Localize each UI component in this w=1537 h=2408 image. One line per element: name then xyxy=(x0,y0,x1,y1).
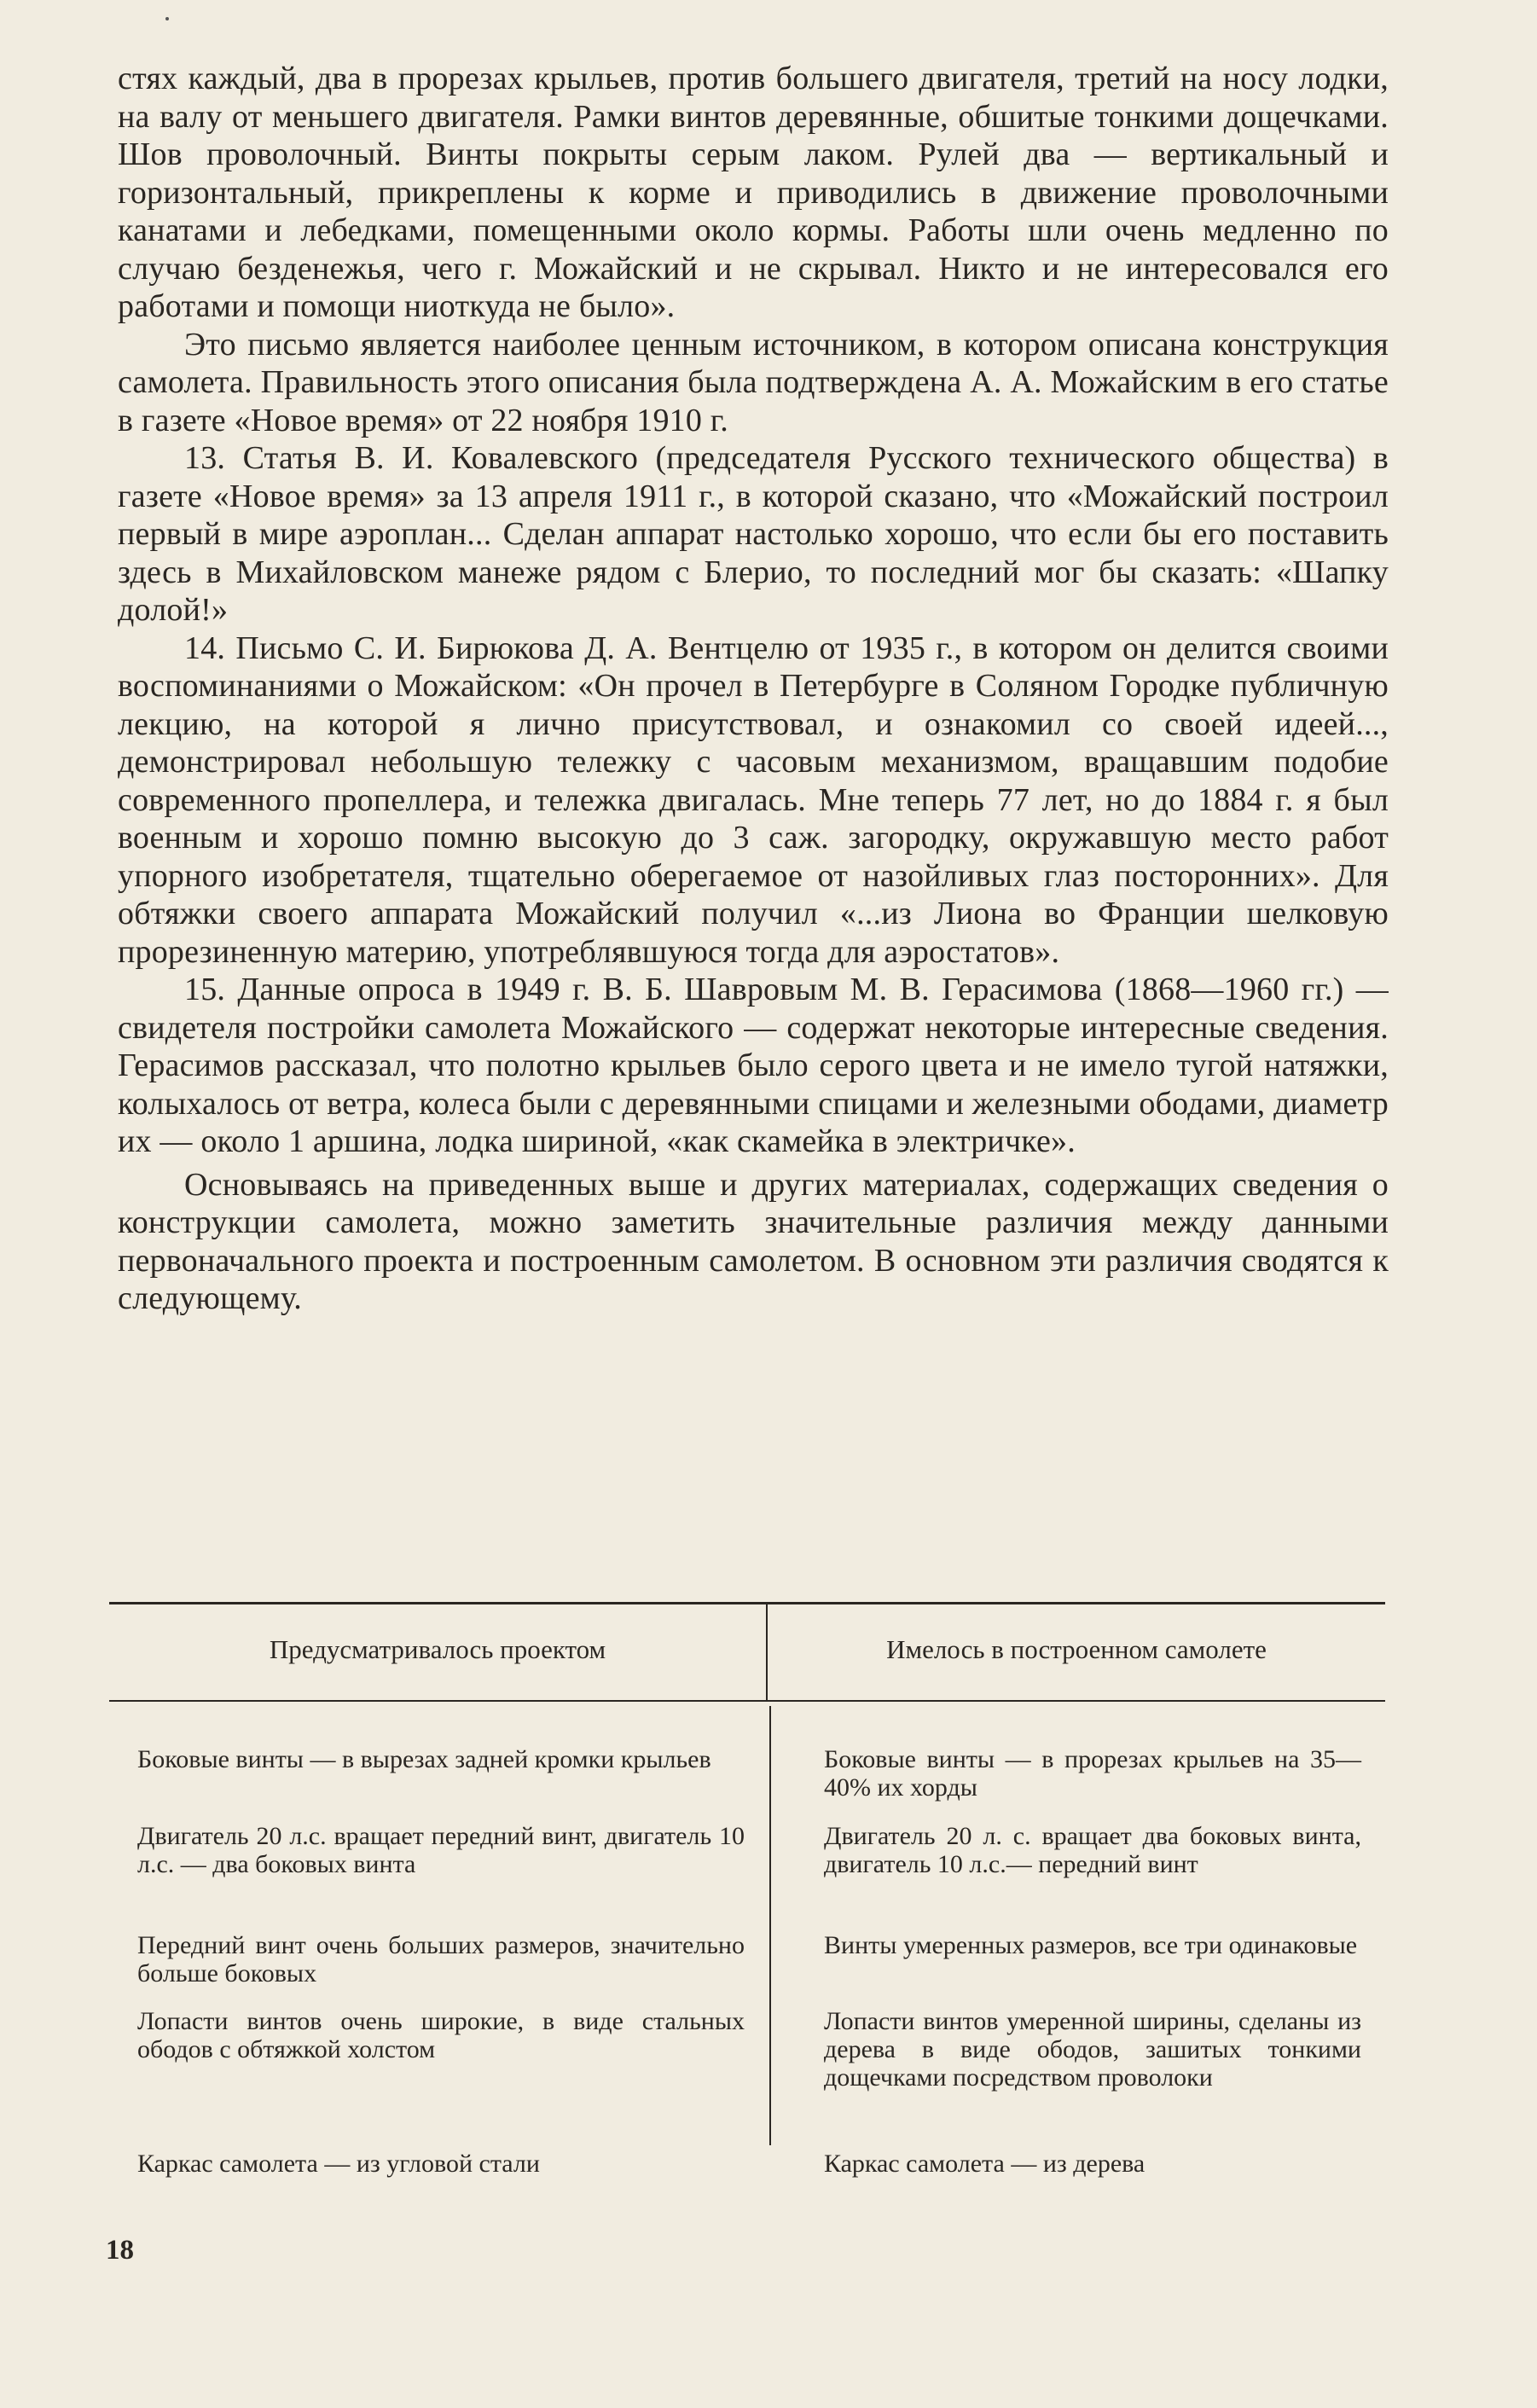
table-cell-project: Лопасти винтов очень широкие, в виде стальных ободов с обтяжкой холстом xyxy=(137,2007,745,2063)
body-text xyxy=(118,60,1389,1318)
table-cell-project: Каркас самолета — из угловой стали xyxy=(137,2150,540,2178)
paragraph-item-13: 13. Статья В. И. Ковалевского (председателя Русского технического общества) в газете «Новое время» за 13 апреля 1911 г., в которой сказано, что «Можайский построил первый в мире аэроплан... Сделан аппарат настолько хорошо, что если бы его поставить здесь в Михайловском манеже рядом с Блерио, то последний мог бы сказать: «Шапку долой!» xyxy=(118,440,1389,628)
paragraph-summary: Основываясь на приведенных выше и других материалах, содержащих сведения о конструкции самолета, можно заметить значительные различия между данными первоначального проекта и построенным самолетом. В основном эти различия сводятся к следующему. xyxy=(118,1166,1389,1316)
table-cell-built: Винты умеренных размеров, все три одинаковые xyxy=(824,1931,1358,1959)
table-column-divider xyxy=(769,1706,771,2145)
paragraph-letter-value: Это письмо является наиболее ценным источником, в котором описана конструкция самолета. Правильность этого описания была подтверждена А. А. Можайским в его статье в газете «Новое время» от 22 ноября 1910 г. xyxy=(118,326,1389,438)
table-cell-project: Двигатель 20 л.с. вращает передний винт, двигатель 10 л.с. — два боковых винта xyxy=(137,1822,745,1878)
paragraph-item-15: 15. Данные опроса в 1949 г. В. Б. Шавровым М. В. Герасимова (1868—1960 гг.) — свидетеля постройки самолета Можайского — содержат некоторые интересные сведения. Герасимов рассказал, что полотно крыльев было серого цвета и не имело тугой натяжки, колыхалось от ветра, колеса были с деревянными спицами и железными ободами, диаметр их — около 1 аршина, лодка шириной, «как скамейка в электричке». xyxy=(118,972,1389,1159)
table-cell-built: Боковые винты — в прорезах крыльев на 35—40% их хорды xyxy=(824,1745,1361,1802)
comparison-table xyxy=(109,1602,1385,2250)
table-cell-built: Двигатель 20 л. с. вращает два боковых винта, двигатель 10 л.с.— передний винт xyxy=(824,1822,1361,1878)
table-header-rule xyxy=(109,1700,1385,1702)
table-header-project: Предусматривалось проектом xyxy=(269,1634,606,1664)
page-number: 18 xyxy=(106,2235,134,2266)
table-header-built: Имелось в построенном самолете xyxy=(886,1634,1267,1664)
paragraph-continuation: стях каждый, два в прорезах крыльев, против большего двигателя, третий на носу лодки, на валу от меньшего двигателя. Рамки винтов деревянные, обшитые тонкими дощечками. Шов проволочный. Винты покрыты серым лаком. Рулей два — вертикальный и горизонтальный, прикреплены к корме и приводились в движение проволочными канатами и лебедками, помещенными около кормы. Работы шли очень медленно по случаю безденежья, чего г. Можайский и не скрывал. Никто и не интересовался его работами и помощи ниоткуда не было». xyxy=(118,61,1389,324)
table-cell-project: Передний винт очень больших размеров, значительно больше боковых xyxy=(137,1931,745,1987)
paper-speck xyxy=(165,17,169,20)
table-top-rule xyxy=(109,1602,1385,1604)
table-cell-built: Каркас самолета — из дерева xyxy=(824,2150,1146,2178)
table-cell-built: Лопасти винтов умеренной ширины, сделаны из дерева в виде ободов, зашитых тонкими дощечками посредством проволоки xyxy=(824,2007,1361,2092)
paragraph-item-14: 14. Письмо С. И. Бирюкова Д. А. Вентцелю от 1935 г., в котором он делится своими воспоминаниями о Можайском: «Он прочел в Петербурге в Соляном Городке публичную лекцию, на которой я лично присутствовал, и ознакомил со своей идеей..., демонстрировал небольшую тележку с часовым механизмом, вращавшим подобие современного пропеллера, и тележка двигалась. Мне теперь 77 лет, но до 1884 г. я был военным и хорошо помню высокую до 3 саж. загородку, окружавшую место работ упорного изобретателя, тщательно оберегаемое от назойливых глаз посторонних». Для обтяжки своего аппарата Можайский получил «...из Лиона во Франции шелковую прорезиненную материю, употреблявшуюся тогда для аэростатов». xyxy=(118,630,1389,970)
table-cell-project: Боковые винты — в вырезах задней кромки крыльев xyxy=(137,1745,711,1773)
